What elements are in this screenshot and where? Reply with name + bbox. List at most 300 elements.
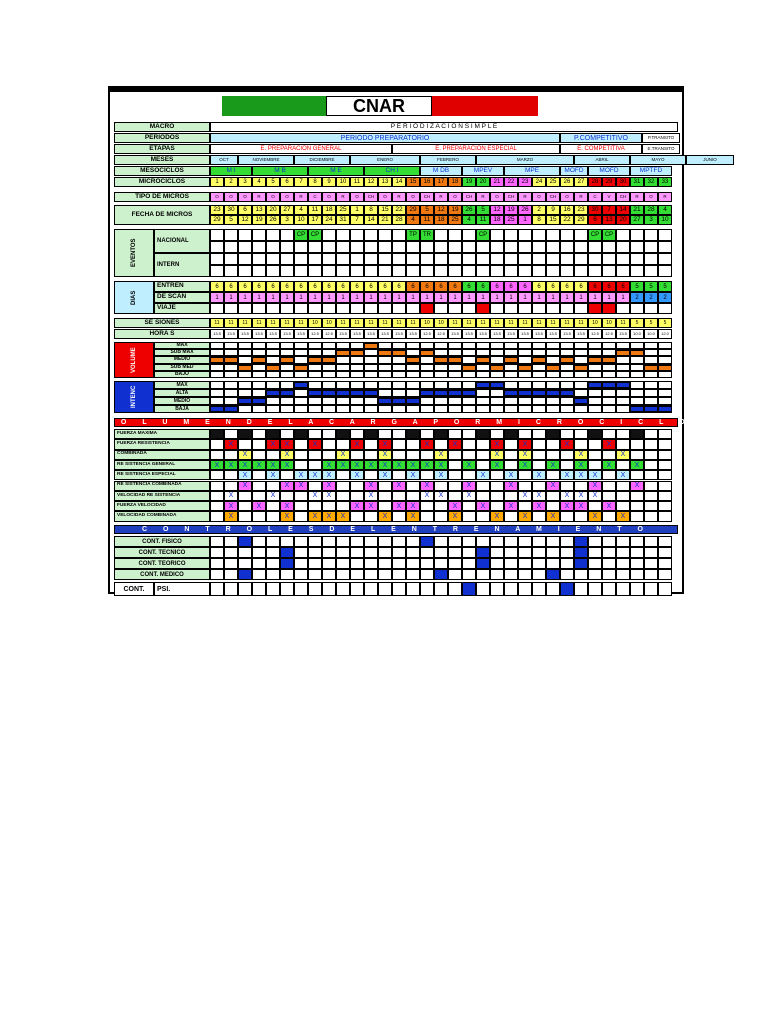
nacional-cell xyxy=(434,229,448,241)
intenc-mark xyxy=(560,390,574,396)
intenc-grid-cell xyxy=(476,389,490,397)
capacidad-cell xyxy=(504,439,518,449)
volume-grid-cell xyxy=(616,364,630,371)
fecha-inicio-cell: 16 xyxy=(560,205,574,215)
control-cell xyxy=(294,569,308,580)
capacidad-cell xyxy=(490,491,504,501)
capacidad-cell: X xyxy=(490,511,504,521)
volume-grid-cell xyxy=(210,371,224,378)
sesiones-cell: 11 xyxy=(546,318,560,328)
tipo-micro-cell: CH xyxy=(364,192,378,202)
entren-cell: 6 xyxy=(294,281,308,292)
entren-cell: 6 xyxy=(308,281,322,292)
entren-cell: 6 xyxy=(210,281,224,292)
sesiones-cell: 5 xyxy=(630,318,644,328)
nacional-cell xyxy=(588,241,602,253)
intenc-grid-cell xyxy=(490,389,504,397)
microciclo-cell: 26 xyxy=(560,177,574,187)
control-cell xyxy=(434,558,448,569)
control-cell xyxy=(476,536,490,547)
intenc-grid-cell xyxy=(462,405,476,413)
capacidad-cell: X xyxy=(420,439,434,449)
capacidad-cell: X xyxy=(280,450,294,460)
entren-cell: 6 xyxy=(504,281,518,292)
viaje-cell xyxy=(280,303,294,314)
capacidad-cell xyxy=(658,460,672,470)
control-cell xyxy=(630,547,644,558)
capacidad-cell xyxy=(658,450,672,460)
capacidad-cell: X xyxy=(378,511,392,521)
viaje-cell xyxy=(462,303,476,314)
microciclo-cell: 22 xyxy=(504,177,518,187)
control-cell xyxy=(238,569,252,580)
tipo-micro-cell: C xyxy=(588,192,602,202)
sesiones-cell: 11 xyxy=(378,318,392,328)
volume-grid-cell xyxy=(364,371,378,378)
microciclo-cell: 12 xyxy=(364,177,378,187)
capacidad-cell: X xyxy=(434,450,448,460)
psi-cell xyxy=(504,582,518,596)
microciclo-cell: 17 xyxy=(434,177,448,187)
capacidad-cell xyxy=(210,429,224,439)
horas-cell: 10.0 xyxy=(630,329,644,339)
volume-mark xyxy=(420,350,434,356)
capacidad-cell xyxy=(644,439,658,449)
volume-grid-cell xyxy=(224,371,238,378)
volume-grid-cell xyxy=(238,371,252,378)
capacidad-cell xyxy=(224,481,238,491)
volume-grid-cell xyxy=(280,364,294,371)
intenc-grid-cell xyxy=(602,397,616,405)
capacidad-cell: X xyxy=(280,501,294,511)
capacidad-cell: X xyxy=(336,511,350,521)
nacional-cell xyxy=(224,241,238,253)
control-cell xyxy=(266,547,280,558)
intern-cell xyxy=(420,253,434,265)
capacidad-cell: X xyxy=(532,501,546,511)
fecha-inicio-cell: 2 xyxy=(532,205,546,215)
volume-mark xyxy=(210,357,224,363)
entren-cell: 6 xyxy=(574,281,588,292)
fecha-fin-cell: 4 xyxy=(462,215,476,225)
capacidad-cell xyxy=(574,481,588,491)
capacidad-cell: X xyxy=(224,501,238,511)
capacidad-cell xyxy=(616,439,630,449)
intenc-grid-cell xyxy=(210,397,224,405)
capacidad-cell: X xyxy=(406,501,420,511)
intenc-mark xyxy=(308,390,322,396)
control-cell xyxy=(336,569,350,580)
intenc-mark xyxy=(462,390,476,396)
capacidad-cell xyxy=(210,511,224,521)
entren-cell: 6 xyxy=(266,281,280,292)
capacidad-cell xyxy=(266,481,280,491)
intenc-grid-cell xyxy=(616,389,630,397)
tipo-micro-cell: CH xyxy=(504,192,518,202)
capacidad-cell xyxy=(378,491,392,501)
capacidad-cell: X xyxy=(280,460,294,470)
volume-grid-cell xyxy=(602,349,616,356)
tipo-micro-cell: O xyxy=(490,192,504,202)
fecha-fin-cell: 29 xyxy=(574,215,588,225)
intern-cell xyxy=(490,265,504,277)
psi-cell xyxy=(490,582,504,596)
capacidad-cell xyxy=(350,450,364,460)
nacional-cell: TP xyxy=(406,229,420,241)
nacional-cell xyxy=(224,229,238,241)
capacidad-cell: X xyxy=(238,481,252,491)
capacidad-cell xyxy=(434,511,448,521)
intenc-grid-cell xyxy=(224,389,238,397)
intenc-grid-cell xyxy=(546,405,560,413)
capacidad-cell xyxy=(252,481,266,491)
psi-cell xyxy=(518,582,532,596)
horas-cell: 13.5 xyxy=(406,329,420,339)
descan-cell: 1 xyxy=(504,292,518,303)
capacidad-cell xyxy=(294,491,308,501)
tipo-micro-cell: R xyxy=(434,192,448,202)
intern-cell xyxy=(602,253,616,265)
tipo-micro-cell: O xyxy=(532,192,546,202)
intern-cell xyxy=(364,265,378,277)
microciclo-cell: 27 xyxy=(574,177,588,187)
volume-grid-cell xyxy=(336,371,350,378)
fecha-fin-cell: 28 xyxy=(392,215,406,225)
intenc-grid-cell xyxy=(616,405,630,413)
volume-level-label: MEDIO xyxy=(154,356,210,363)
intern-cell xyxy=(518,253,532,265)
capacidad-cell: X xyxy=(616,450,630,460)
horas-cell: 13.5 xyxy=(448,329,462,339)
etapa-general: E. PREPARACION GENERAL xyxy=(210,144,392,154)
volume-grid-cell xyxy=(476,371,490,378)
capacidad-cell: X xyxy=(406,511,420,521)
volume-grid-cell xyxy=(560,342,574,349)
entren-cell: 6 xyxy=(350,281,364,292)
capacidad-cell xyxy=(308,460,322,470)
capacidad-cell xyxy=(504,491,518,501)
control-cell xyxy=(378,569,392,580)
capacidad-cell xyxy=(602,481,616,491)
fecha-inicio-cell: 26 xyxy=(462,205,476,215)
intenc-grid-cell xyxy=(546,381,560,389)
viaje-cell xyxy=(434,303,448,314)
capacidad-cell: X xyxy=(420,481,434,491)
microciclo-cell: 33 xyxy=(658,177,672,187)
intern-cell xyxy=(616,253,630,265)
intenc-grid-cell xyxy=(560,381,574,389)
tipo-micros-label: TIPO DE MICROS xyxy=(114,192,210,202)
intern-cell xyxy=(392,253,406,265)
capacidad-cell xyxy=(238,501,252,511)
intern-cell xyxy=(630,265,644,277)
intenc-grid-cell xyxy=(658,389,672,397)
intern-cell xyxy=(588,265,602,277)
microciclo-cell: 9 xyxy=(322,177,336,187)
volume-grid-cell xyxy=(364,349,378,356)
microciclo-cell: 28 xyxy=(588,177,602,187)
intenc-grid-cell xyxy=(630,397,644,405)
capacidad-cell: X xyxy=(546,460,560,470)
microciclo-cell: 18 xyxy=(448,177,462,187)
volume-grid-cell xyxy=(294,356,308,363)
descan-cell: 1 xyxy=(574,292,588,303)
psi-cell xyxy=(280,582,294,596)
intenc-mark xyxy=(252,398,266,404)
intenc-grid-cell xyxy=(644,381,658,389)
capacidad-cell xyxy=(350,491,364,501)
fecha-inicio-cell: 6 xyxy=(238,205,252,215)
nacional-cell xyxy=(280,241,294,253)
capacidad-cell: X xyxy=(532,470,546,480)
horas-cell: 12.5 xyxy=(308,329,322,339)
capacidad-cell xyxy=(266,511,280,521)
intern-cell xyxy=(588,253,602,265)
intenc-grid-cell xyxy=(644,397,658,405)
microciclo-cell: 20 xyxy=(476,177,490,187)
intenc-mark xyxy=(266,390,280,396)
volume-grid-cell xyxy=(560,364,574,371)
volume-grid-cell xyxy=(504,364,518,371)
psi-cell xyxy=(532,582,546,596)
volume-mark xyxy=(224,357,238,363)
control-cell xyxy=(434,547,448,558)
capacidad-cell xyxy=(392,511,406,521)
psi-cell xyxy=(644,582,658,596)
capacidad-label: VELOCIDAD RE SISTENCIA xyxy=(114,491,210,501)
nacional-cell xyxy=(308,241,322,253)
capacidad-cell: X xyxy=(504,501,518,511)
horas-cell: 13.5 xyxy=(294,329,308,339)
intenc-grid-cell xyxy=(238,405,252,413)
volume-grid-cell xyxy=(224,349,238,356)
fecha-fin-cell: 21 xyxy=(378,215,392,225)
capacidad-cell: X xyxy=(224,511,238,521)
nacional-cell xyxy=(560,229,574,241)
capacidad-cell xyxy=(644,501,658,511)
tipo-micro-cell: O xyxy=(448,192,462,202)
capacidad-cell xyxy=(560,481,574,491)
fecha-fin-cell: 11 xyxy=(476,215,490,225)
microciclo-cell: 15 xyxy=(406,177,420,187)
capacidad-cell xyxy=(518,501,532,511)
volume-grid-cell xyxy=(518,356,532,363)
capacidad-cell xyxy=(588,429,602,439)
intenc-grid-cell xyxy=(504,397,518,405)
control-cell xyxy=(420,558,434,569)
intenc-mark xyxy=(476,382,490,388)
intenc-grid-cell xyxy=(462,397,476,405)
viaje-cell xyxy=(518,303,532,314)
intenc-grid-cell xyxy=(588,397,602,405)
fecha-fin-cell: 22 xyxy=(560,215,574,225)
capacidad-cell xyxy=(644,481,658,491)
control-cell xyxy=(294,536,308,547)
volume-label: VOLUME xyxy=(114,342,154,378)
horas-cell: 13.5 xyxy=(266,329,280,339)
volume-grid-cell xyxy=(406,349,420,356)
control-cell xyxy=(560,536,574,547)
nacional-cell xyxy=(616,229,630,241)
capacidad-cell xyxy=(364,429,378,439)
capacidad-cell xyxy=(322,439,336,449)
horas-cell: 13.5 xyxy=(546,329,560,339)
intenc-mark xyxy=(532,390,546,396)
intern-label: INTERN xyxy=(154,253,210,277)
volume-grid-cell xyxy=(420,371,434,378)
descan-cell: 2 xyxy=(658,292,672,303)
periodo-competitivo: P.COMPETITIVO xyxy=(560,133,642,143)
control-cell xyxy=(266,558,280,569)
intenc-mark xyxy=(490,382,504,388)
sesiones-cell: 10 xyxy=(434,318,448,328)
entren-cell: 5 xyxy=(630,281,644,292)
entren-cell: 6 xyxy=(518,281,532,292)
psi-cell xyxy=(588,582,602,596)
volume-grid-cell xyxy=(532,371,546,378)
nacional-cell xyxy=(322,229,336,241)
capacidad-cell: X xyxy=(280,511,294,521)
intern-cell xyxy=(392,265,406,277)
volume-grid-cell xyxy=(658,356,672,363)
sesiones-cell: 11 xyxy=(280,318,294,328)
capacidad-cell xyxy=(504,429,518,439)
fecha-inicio-cell: 29 xyxy=(406,205,420,215)
capacidad-cell xyxy=(420,470,434,480)
fecha-fin-cell: 17 xyxy=(308,215,322,225)
control-cell xyxy=(364,569,378,580)
capacidad-cell: X xyxy=(308,439,322,449)
capacidad-cell: X xyxy=(476,470,490,480)
volume-grid-cell xyxy=(266,342,280,349)
psi-cell xyxy=(308,582,322,596)
horas-cell: 12.5 xyxy=(588,329,602,339)
fecha-inicio-cell: 20 xyxy=(266,205,280,215)
capacidad-cell xyxy=(644,429,658,439)
intenc-mark xyxy=(588,382,602,388)
intenc-grid-cell xyxy=(588,389,602,397)
microciclo-cell: 24 xyxy=(532,177,546,187)
sesiones-cell: 11 xyxy=(350,318,364,328)
descan-cell: 1 xyxy=(308,292,322,303)
capacidad-cell: X xyxy=(490,450,504,460)
intenc-mark xyxy=(630,406,644,412)
sesiones-cell: 11 xyxy=(336,318,350,328)
volume-grid-cell xyxy=(532,349,546,356)
volume-mark xyxy=(546,365,560,371)
volume-grid-cell xyxy=(602,342,616,349)
control-cell xyxy=(504,536,518,547)
capacidad-cell xyxy=(644,450,658,460)
fecha-fin-cell: 6 xyxy=(588,215,602,225)
control-cell xyxy=(406,569,420,580)
volume-grid-cell xyxy=(266,371,280,378)
volume-grid-cell xyxy=(504,349,518,356)
volume-mark xyxy=(378,350,392,356)
sesiones-cell: 11 xyxy=(364,318,378,328)
volume-grid-cell xyxy=(336,364,350,371)
volume-grid-cell xyxy=(574,342,588,349)
psi-cell xyxy=(560,582,574,596)
microciclo-cell: 4 xyxy=(252,177,266,187)
fecha-fin-cell: 14 xyxy=(364,215,378,225)
intenc-grid-cell xyxy=(448,405,462,413)
volume-grid-cell xyxy=(420,356,434,363)
nacional-cell xyxy=(434,241,448,253)
capacidad-cell xyxy=(238,429,252,439)
capacidad-cell xyxy=(616,481,630,491)
capacidad-cell xyxy=(364,450,378,460)
intenc-grid-cell xyxy=(378,389,392,397)
intenc-mark xyxy=(406,398,420,404)
periodos-label: PERIODOS xyxy=(114,133,210,143)
control-cell xyxy=(658,558,672,569)
intenc-grid-cell xyxy=(476,397,490,405)
horas-cell: 13.5 xyxy=(560,329,574,339)
capacidad-cell: X xyxy=(308,470,322,480)
capacidad-cell xyxy=(462,511,476,521)
capacidad-cell xyxy=(308,450,322,460)
intenc-grid-cell xyxy=(462,381,476,389)
control-cell xyxy=(518,547,532,558)
tipo-micro-cell: O xyxy=(210,192,224,202)
tipo-micro-cell: V xyxy=(602,192,616,202)
volume-grid-cell xyxy=(504,342,518,349)
capacidad-cell xyxy=(280,491,294,501)
mesociclo-cell: M I xyxy=(210,166,252,176)
capacidad-cell xyxy=(588,460,602,470)
capacidad-cell xyxy=(490,501,504,511)
nacional-label: NACIONAL xyxy=(154,229,210,253)
capacidad-cell xyxy=(532,439,546,449)
capacidad-cell: X xyxy=(630,460,644,470)
tipo-micro-cell: O xyxy=(378,192,392,202)
sesiones-cell: 11 xyxy=(532,318,546,328)
control-cell xyxy=(532,569,546,580)
capacidad-cell xyxy=(602,511,616,521)
month-cell: DICIEMBRE xyxy=(294,155,350,165)
control-cell xyxy=(322,536,336,547)
cont-psi-label: CONT. xyxy=(114,582,154,596)
volumen-band: V O L U M E N D E L A C A R G A P O R M I C R O C I C L O xyxy=(100,419,692,426)
capacidad-cell xyxy=(238,491,252,501)
capacidad-label: RE SISTENCIA COMBINADA xyxy=(114,481,210,491)
mesociclo-cell: M B xyxy=(252,166,308,176)
capacidad-cell xyxy=(658,470,672,480)
capacidad-cell xyxy=(574,511,588,521)
volume-grid-cell xyxy=(252,349,266,356)
capacidad-cell xyxy=(630,491,644,501)
intenc-mark xyxy=(224,406,238,412)
control-cell xyxy=(546,569,560,580)
fecha-fin-cell: 12 xyxy=(238,215,252,225)
intenc-grid-cell xyxy=(280,405,294,413)
control-cell xyxy=(434,536,448,547)
viaje-cell xyxy=(252,303,266,314)
nacional-cell xyxy=(644,229,658,241)
month-cell: FEBRERO xyxy=(420,155,476,165)
capacidad-cell xyxy=(294,429,308,439)
nacional-cell xyxy=(210,229,224,241)
intenc-grid-cell xyxy=(224,381,238,389)
volume-grid-cell xyxy=(406,342,420,349)
descan-cell: 1 xyxy=(266,292,280,303)
capacidad-cell xyxy=(504,511,518,521)
intenc-grid-cell xyxy=(322,405,336,413)
control-cell xyxy=(560,569,574,580)
nacional-cell: CP xyxy=(602,229,616,241)
volume-grid-cell xyxy=(434,364,448,371)
